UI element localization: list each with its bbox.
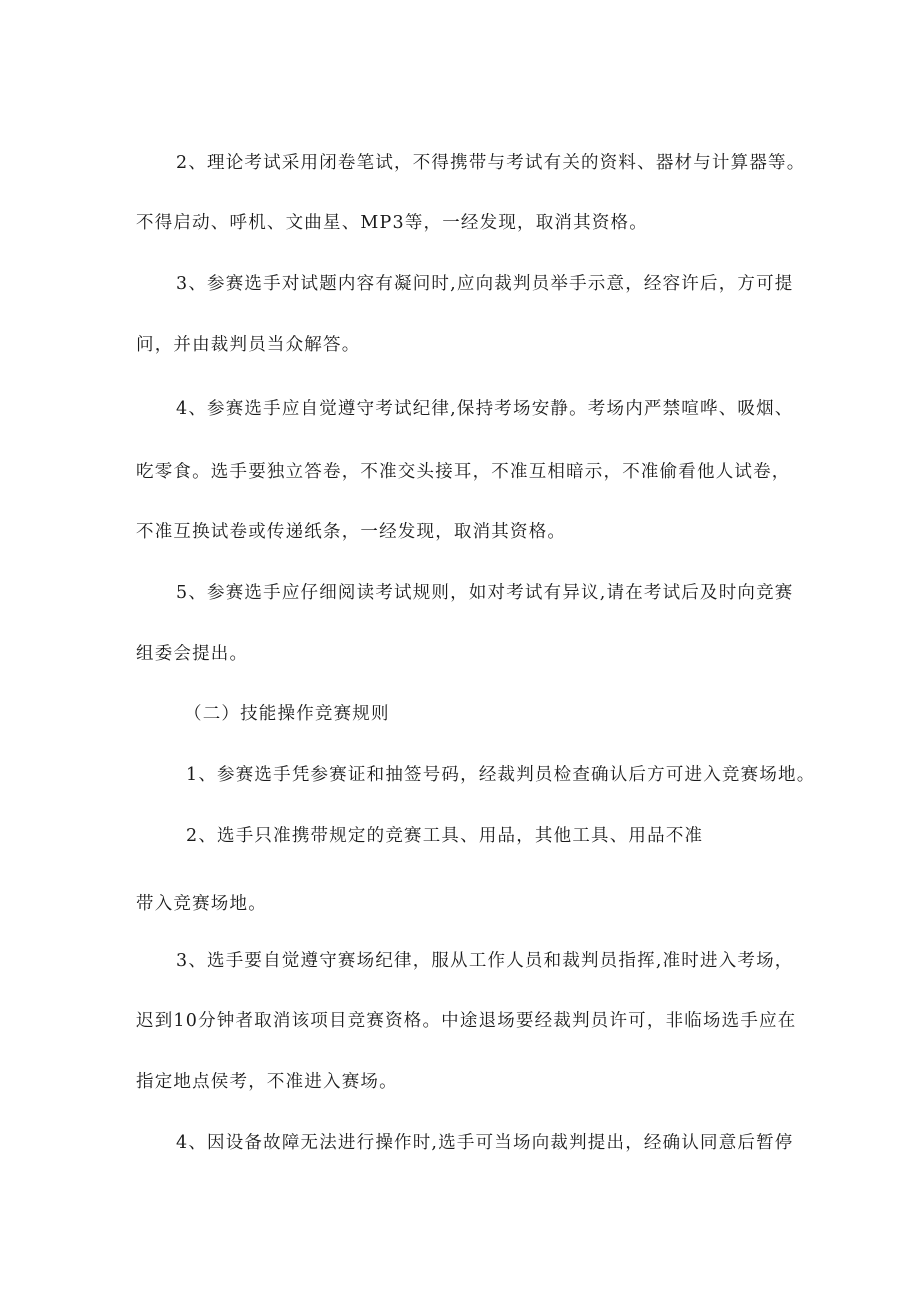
theory-rule-5-line-2: 组委会提出。 xyxy=(136,644,249,664)
theory-rule-3-line-2: 问，并由裁判员当众解答。 xyxy=(136,335,361,355)
theory-rule-2-line-1: 2、理论考试采用闭卷笔试，不得携带与考试有关的资料、器材与计算器等。 xyxy=(176,153,806,173)
skill-rule-2-line-1: 2、选手只准携带规定的竞赛工具、用品，其他工具、用品不准 xyxy=(186,826,704,846)
theory-rule-4-line-3: 不准互换试卷或传递纸条，一经发现，取消其资格。 xyxy=(136,522,567,542)
theory-rule-3-line-1: 3、参赛选手对试题内容有凝问时,应向裁判员举手示意，经容许后，方可提 xyxy=(176,274,794,294)
theory-rule-4-line-1: 4、参赛选手应自觉遵守考试纪律,保持考场安静。考场内严禁喧哗、吸烟、 xyxy=(176,399,794,419)
section-heading: （二）技能操作竞赛规则 xyxy=(184,704,390,724)
skill-rule-3-line-1: 3、选手要自觉遵守赛场纪律，服从工作人员和裁判员指挥,准时进入考场， xyxy=(176,951,794,971)
skill-rule-3-line-3: 指定地点侯考，不准进入赛场。 xyxy=(136,1072,398,1092)
theory-rule-5-line-1: 5、参赛选手应仔细阅读考试规则，如对考试有异议,请在考试后及时向竞赛 xyxy=(176,583,794,603)
skill-rule-2-line-2: 带入竞赛场地。 xyxy=(136,894,267,914)
skill-rule-3-line-2: 迟到10分钟者取消该项目竞赛资格。中途退场要经裁判员许可，非临场选手应在 xyxy=(136,1011,797,1031)
skill-rule-4-line-1: 4、因设备故障无法进行操作时,选手可当场向裁判提出，经确认同意后暂停 xyxy=(176,1133,794,1153)
theory-rule-4-line-2: 吃零食。选手要独立答卷，不准交头接耳，不准互相暗示，不准偷看他人试卷， xyxy=(136,462,791,482)
theory-rule-2-line-2: 不得启动、呼机、文曲星、MP3等，一经发现，取消其资格。 xyxy=(136,213,648,233)
skill-rule-1-line-1: 1、参赛选手凭参赛证和抽签号码，经裁判员检查确认后方可进入竞赛场地。 xyxy=(186,765,816,785)
